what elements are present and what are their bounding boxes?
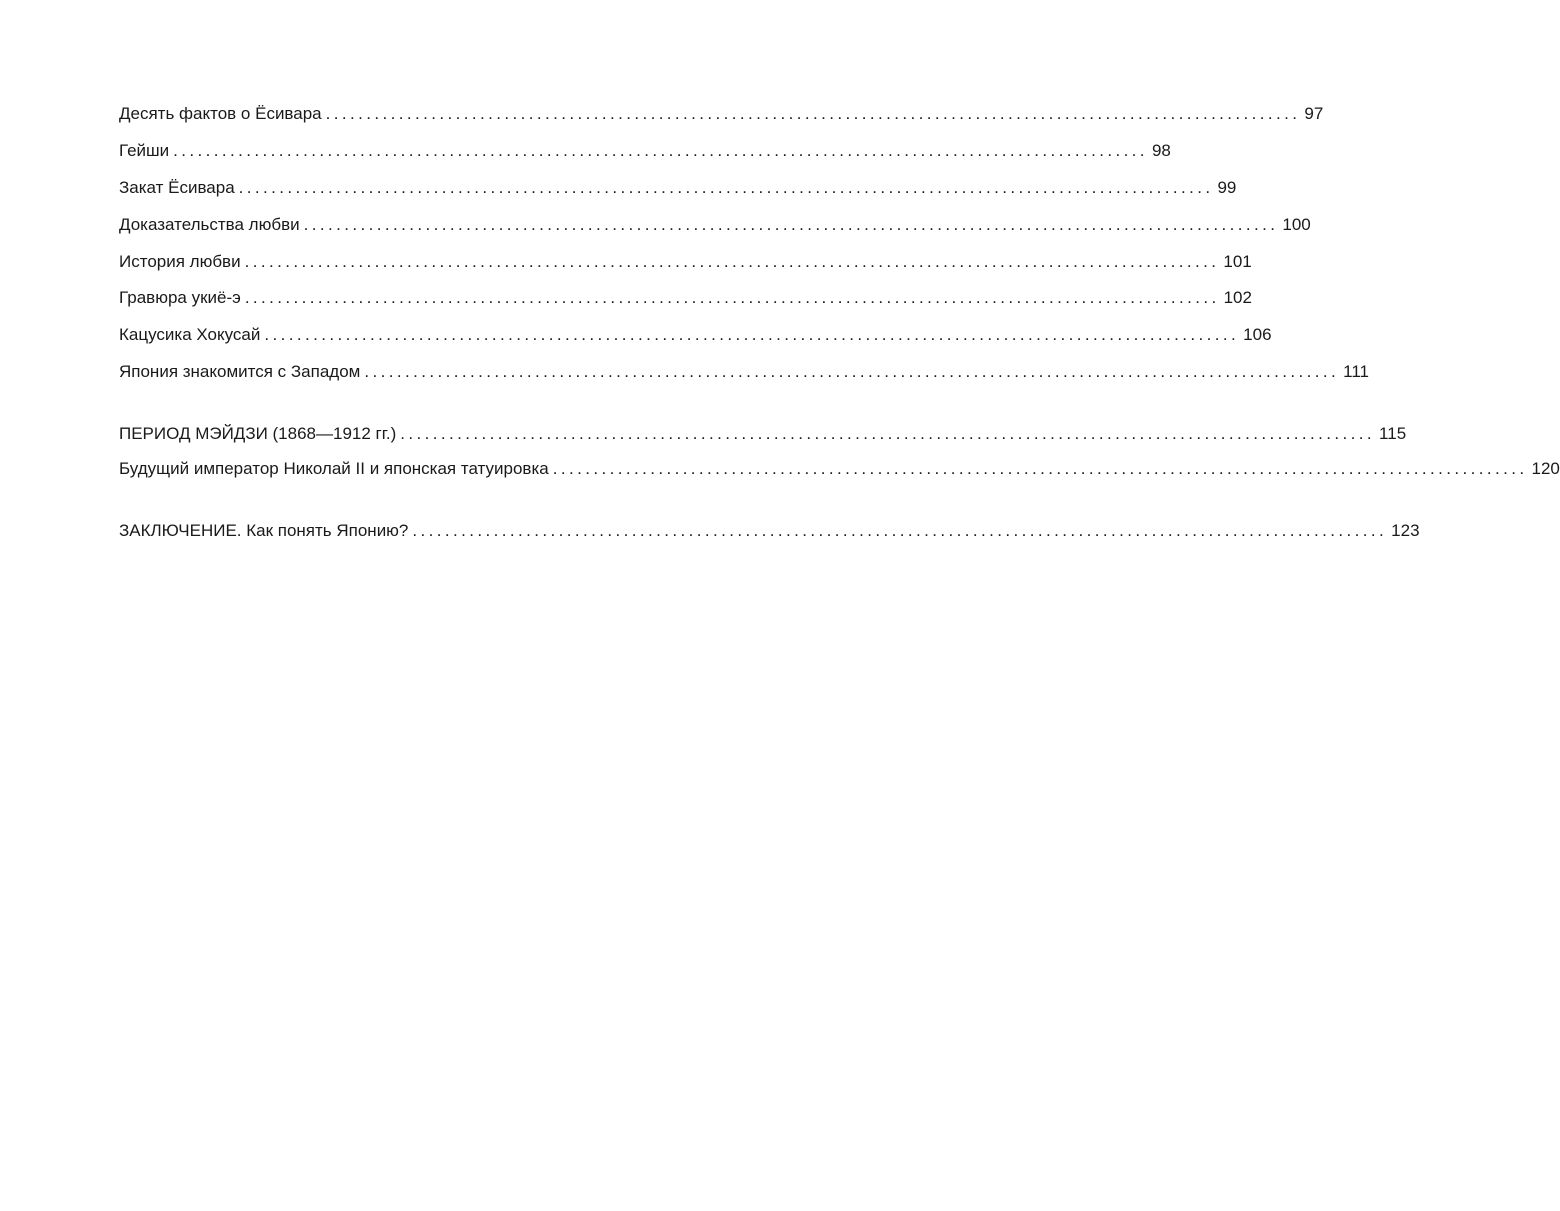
dot-leader: ........................................................................................................................	[552, 459, 1528, 478]
toc-entry-page: 123	[1391, 521, 1420, 540]
toc-entry	[119, 102, 1324, 126]
toc-entry	[119, 422, 1407, 446]
toc-entry-title: Гравюра укиё-э	[119, 288, 241, 307]
toc-entry-title: Будущий император Николай II и японская татуировка	[119, 459, 549, 478]
dot-leader: ........................................................................................................................	[303, 215, 1279, 234]
dot-leader: ........................................................................................................................	[364, 362, 1340, 381]
toc-entry	[119, 139, 1171, 163]
toc-entry-page: 120	[1531, 459, 1560, 478]
toc-entry-title: Гейши	[119, 141, 170, 160]
toc-entry-title: Доказательства любви	[119, 215, 300, 234]
toc-entry	[119, 286, 1252, 310]
toc-entry-page: 115	[1379, 424, 1407, 443]
toc-entry	[119, 360, 1369, 384]
dot-leader: ........................................................................................................................	[244, 288, 1220, 307]
dot-leader: ........................................................................................................................	[264, 325, 1240, 344]
toc-entry	[119, 457, 1560, 481]
dot-leader: ........................................................................................................................	[400, 424, 1376, 443]
toc-entry	[119, 519, 1420, 543]
toc-entry-page: 97	[1304, 104, 1324, 123]
toc-entry-title: История любви	[119, 252, 241, 271]
toc-entry-page: 102	[1223, 288, 1252, 307]
toc-entry	[119, 176, 1237, 200]
dot-leader: ........................................................................................................................	[238, 178, 1214, 197]
toc-entry-title: ПЕРИОД МЭЙДЗИ (1868—1912 гг.)	[119, 424, 397, 443]
toc-entry	[119, 213, 1311, 237]
toc-entry-title: Десять фактов о Ёсивара	[119, 104, 322, 123]
toc-entry-title: Закат Ёсивара	[119, 178, 235, 197]
toc-entry-page: 99	[1217, 178, 1237, 197]
toc-entry-page: 101	[1223, 252, 1252, 271]
dot-leader: ........................................................................................................................	[173, 141, 1148, 160]
toc-entry	[119, 250, 1252, 274]
dot-leader: ........................................................................................................................	[412, 521, 1388, 540]
dot-leader: ........................................................................................................................	[244, 252, 1220, 271]
toc-entry-page: 106	[1243, 325, 1272, 344]
dot-leader: ........................................................................................................................	[325, 104, 1301, 123]
toc-entry-title: Кацусика Хокусай	[119, 325, 261, 344]
toc-entry-page: 111	[1343, 362, 1369, 381]
toc-entry-page: 98	[1151, 141, 1171, 160]
toc-entry-title: Япония знакомится с Западом	[119, 362, 361, 381]
toc-entry-page: 100	[1282, 215, 1311, 234]
toc-entry-title: ЗАКЛЮЧЕНИЕ. Как понять Японию?	[119, 521, 409, 540]
toc-entry	[119, 323, 1272, 347]
